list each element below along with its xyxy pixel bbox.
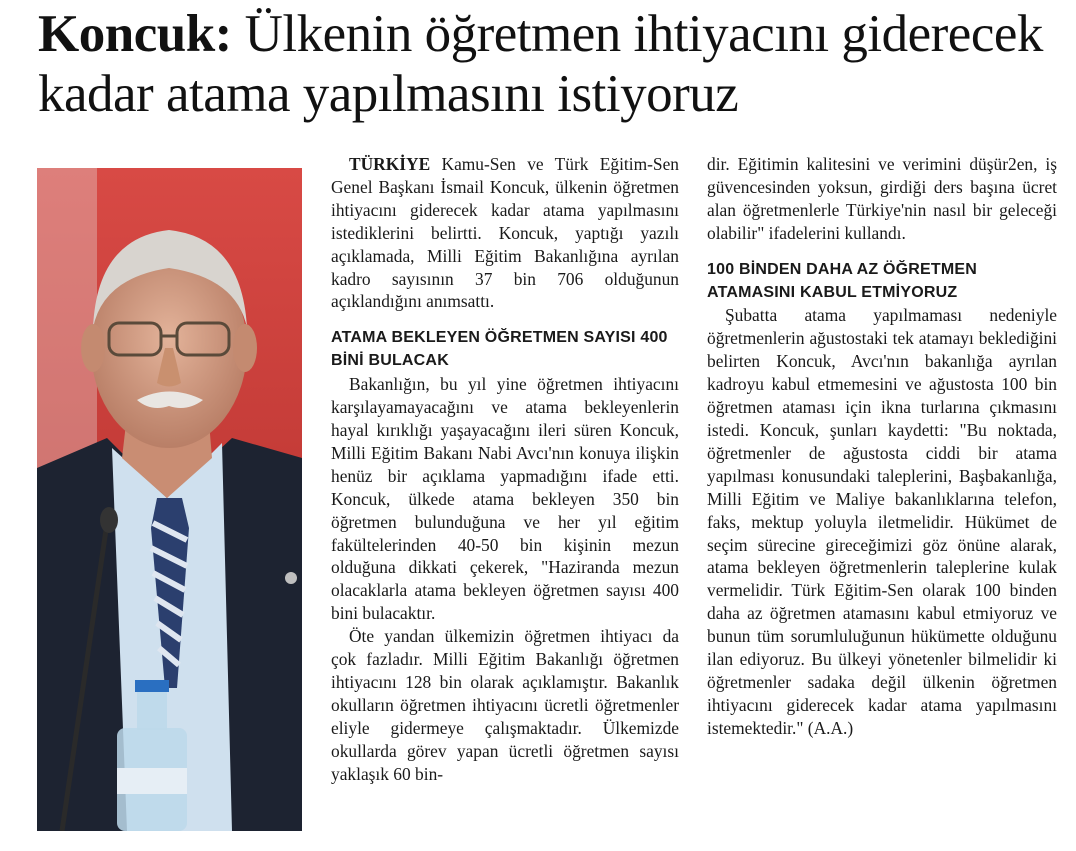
lead-text: Kamu-Sen ve Türk Eğitim-Sen Genel Başkanı İsmail Koncuk, ülkenin öğretmen ihtiyacını giderecek kadar atama yapılmasını istediklerini belirtti. Koncuk, yaptığı yazılı açıklamada, Milli Eğitim Bakanlığına ayrılan kadro sayısının 37 bin 706 olduğunun açıklandığını anımsattı.	[331, 154, 679, 312]
paragraph-4: Şubatta atama yapılmaması nedeniyle öğretmenlerin ağustostaki tek atamayı beklediğini belirten Koncuk, Avcı'nın bakanlığa ayrılan kadroyu kabul etmemesini ve ağustosta 100 bin öğretmen ataması için ikna turlarına çıkmasını istedi. Koncuk, şunları kaydetti: "Bu noktada, öğretmenler de ağustosta ciddi bir atama yapılması konusundaki taleplerini, Başbakanlığa, Milli Eğitim ve Maliye bakanlıklarına telefon, faks, mektup yoluyla iletmelidir. Hükümet de seçim sürecine gireceğimizi göz önüne alarak, atama bekleyen öğretmenlerin taleplerine kulak vermelidir. Türk Eğitim-Sen olarak 100 binden daha az öğretmen atamasını kabul etmiyoruz ve bunun tüm sorumluluğunun hükümette olduğunu ilan ediyoruz. Bu ülkeyi yönetenler bilmelidir ki öğretmenler sadaka değil ülkenin öğretmen ihtiyacını giderecek kadar atama yapılmasını istemektedir." (A.A.)	[707, 305, 1057, 738]
article-column-2	[707, 153, 1057, 740]
paragraph-1: Bakanlığın, bu yıl yine öğretmen ihtiyacını karşılayamayacağını ve atama bekleyenlerin hayal kırıklığı yaşayacağını ileri süren Koncuk, Milli Eğitim Bakanı Nabi Avcı'nın konuya ilişkin henüz bir açıklama yapmadığını ifade etti. Koncuk, ülkede atama bekleyen 350 bin öğretmen bulunduğuna ve her yıl eğitim fakültelerinden 40-50 bin kişinin mezun olduğuna dikkati çekerek, "Haziranda mezun olacaklarla atama bekleyen öğretmen sayısı 400 bini bulacaktır.	[331, 374, 679, 624]
dateline: TÜRKİYE	[349, 154, 431, 174]
paragraph-2: Öte yandan ülkemizin öğretmen ihtiyacı da çok fazladır. Milli Eğitim Bakanlığı öğretmen ihtiyacını 128 bin olarak açıklamıştır. Bakanlık okulların öğretmen ihtiyacını ücretli öğretmenler eliyle gidermeye çalışmaktadır. Ülkemizde okullarda görev yapan ücretli öğretmen sayısı yaklaşık 60 bin-	[331, 626, 679, 784]
paragraph-3: dir. Eğitimin kalitesini ve verimini düşür2en, iş güvencesinden yoksun, girdiği ders başına ücret alan öğretmenlerle Türkiye'nin nasıl bir geleceği olabilir" ifadelerini kullandı.	[707, 154, 1057, 243]
article-lead	[331, 153, 679, 313]
portrait-icon	[37, 168, 302, 831]
headline-text: Ülkenin öğretmen ihtiyacını giderecek kadar atama yapılmasını istiyoruz	[38, 5, 1043, 123]
portrait-photo	[37, 168, 302, 831]
headline-kicker: Koncuk:	[38, 5, 232, 63]
article-column-1	[331, 153, 679, 785]
subheading-1: ATAMA BEKLEYEN ÖĞRETMEN SAYISI 400 BİNİ BULACAK	[331, 329, 668, 370]
headline	[38, 4, 1048, 124]
subheading-2: 100 BİNDEN DAHA AZ ÖĞRETMEN ATAMASINI KABUL ETMİYORUZ	[707, 260, 978, 301]
